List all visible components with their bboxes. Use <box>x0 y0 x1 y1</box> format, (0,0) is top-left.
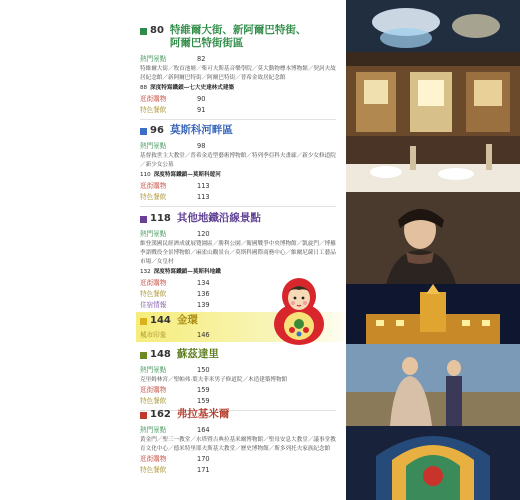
row-page: 159 <box>197 386 210 394</box>
row-page: 90 <box>197 95 206 103</box>
row-label: 逛街購物 <box>140 95 167 103</box>
photo-strip <box>346 0 520 500</box>
section-page-number[interactable]: 96 <box>150 125 164 136</box>
section-page-number[interactable]: 148 <box>150 349 171 360</box>
dining-row[interactable] <box>140 105 336 116</box>
row-page: 91 <box>197 106 206 114</box>
section-title[interactable]: 其他地鐵沿線景點 <box>176 212 261 224</box>
row-page: 113 <box>197 193 210 201</box>
row-page: 150 <box>197 366 210 374</box>
matryoshka-doll-image <box>272 276 326 346</box>
section-title[interactable]: 莫斯科河畔區 <box>169 124 233 136</box>
row-page: 120 <box>197 230 210 238</box>
ornate-interior-photo <box>346 66 520 136</box>
section-page-number[interactable]: 144 <box>150 315 171 326</box>
sights-list: 基督救世主大教堂／普希金造型藝術博物館／特列季亞科夫畫廊／新少女修道院／新少女公墓 <box>140 153 336 168</box>
title-line-1: 特維爾大街、新阿爾巴特街、 <box>169 24 307 36</box>
chandelier-hall-photo <box>346 0 520 66</box>
row-label: 逛街購物 <box>140 279 167 287</box>
row-label: 城市印象 <box>140 331 167 339</box>
feature-page: 88 <box>140 85 148 91</box>
sights-list: 維登漢國民經濟成就展覽園區／勝利公園／衛國戰爭中央博物館／凱旋門／博羅季諾戰役全景博物館／麻雀山觀景台／莫斯科國際商務中心／維爾尼薩日工藝品市場／女皇村 <box>140 241 336 265</box>
title-line-2: 阿爾巴特街街區 <box>169 37 244 49</box>
section-page-number[interactable]: 118 <box>150 213 171 224</box>
row-label: 特色餐飲 <box>140 193 167 201</box>
hot-sights-row[interactable] <box>140 425 336 436</box>
row-label: 住宿情報 <box>140 301 167 309</box>
section-header <box>140 348 336 362</box>
dining-table-photo <box>346 136 520 192</box>
row-label: 熱門景點 <box>140 142 167 150</box>
feature-article[interactable] <box>140 171 336 180</box>
row-label: 熱門景點 <box>140 55 167 63</box>
sights-list: 特維爾大街／牧首池塘／柴可夫斯基音樂學院／莫大動物標本博物館／契訶夫故居紀念館／新阿爾巴特街／阿爾巴特街／普希金故居紀念館 <box>140 66 336 81</box>
section-title[interactable]: 金環 <box>176 314 198 326</box>
row-label: 特色餐飲 <box>140 106 167 114</box>
section-title[interactable] <box>170 24 307 50</box>
row-page: 164 <box>197 426 210 434</box>
dining-row[interactable] <box>140 396 336 407</box>
row-page: 113 <box>197 182 210 190</box>
feature-title: 深度特寫鐵鎖—七大史達林式建築 <box>150 85 235 91</box>
sights-list: 黃金門／聖三一教堂／水塔暨古典拉基米爾博物館／聖母安息大教堂／議事堂教育文化中心／德米特里耶夫斯基大教堂／歷史博物館／斯多列托夫家族紀念館 <box>140 437 336 452</box>
row-page: 139 <box>197 301 210 309</box>
square-bullet-icon <box>140 28 147 35</box>
section-title[interactable]: 弗拉基米爾 <box>176 408 230 420</box>
row-label: 逛街購物 <box>140 455 167 463</box>
row-label: 熱門景點 <box>140 426 167 434</box>
hot-sights-row[interactable] <box>140 229 336 240</box>
row-page: 98 <box>197 142 206 150</box>
section-riverside <box>140 124 336 207</box>
section-header <box>140 408 336 422</box>
feature-title: 深度特寫鐵鎖—莫斯科地鐵 <box>153 269 221 275</box>
feature-article[interactable] <box>140 84 336 93</box>
row-label: 熱門景點 <box>140 366 167 374</box>
section-vladimir <box>140 408 336 476</box>
shopping-row[interactable] <box>140 385 336 396</box>
section-suzdal <box>140 348 336 411</box>
row-page: 170 <box>197 455 210 463</box>
section-tverskaya <box>140 24 336 120</box>
shopping-row[interactable] <box>140 94 336 105</box>
hot-sights-row[interactable] <box>140 365 336 376</box>
row-page: 136 <box>197 290 210 298</box>
night-tower-photo <box>346 284 520 344</box>
section-divider <box>140 206 336 207</box>
row-page: 146 <box>197 331 210 339</box>
section-header <box>140 212 336 226</box>
stained-glass-photo <box>346 426 520 500</box>
row-label: 逛街購物 <box>140 386 167 394</box>
section-divider <box>140 119 336 120</box>
dining-row[interactable] <box>140 192 336 203</box>
hot-sights-row[interactable] <box>140 141 336 152</box>
section-page-number[interactable]: 162 <box>150 409 171 420</box>
square-bullet-icon <box>140 216 147 223</box>
feature-page: 132 <box>140 269 151 275</box>
shopping-row[interactable] <box>140 181 336 192</box>
row-label: 特色餐飲 <box>140 466 167 474</box>
hot-sights-row[interactable] <box>140 54 336 65</box>
feature-page: 110 <box>140 172 151 178</box>
square-bullet-icon <box>140 352 147 359</box>
row-page: 82 <box>197 55 206 63</box>
section-title[interactable]: 蘇茲達里 <box>176 348 219 360</box>
row-label: 逛街購物 <box>140 182 167 190</box>
section-header <box>140 124 336 138</box>
sights-list: 克里姆林宮／聖帕弗‧葉夫菲米男子修道院／木造建築博物館 <box>140 377 288 383</box>
shopping-row[interactable] <box>140 454 336 465</box>
couple-costume-photo <box>346 344 520 426</box>
feature-title: 深度特寫鐵鎖—莫斯科遊河 <box>153 172 221 178</box>
row-page: 134 <box>197 279 210 287</box>
section-page-number[interactable]: 80 <box>150 25 164 36</box>
square-bullet-icon <box>140 412 147 419</box>
square-bullet-icon <box>140 128 147 135</box>
row-page: 171 <box>197 466 210 474</box>
painting-woman-photo <box>346 192 520 284</box>
dining-row[interactable] <box>140 465 336 476</box>
row-label: 特色餐飲 <box>140 397 167 405</box>
row-label: 特色餐飲 <box>140 290 167 298</box>
section-header <box>140 24 336 50</box>
row-label: 熱門景點 <box>140 230 167 238</box>
row-page: 159 <box>197 397 210 405</box>
square-bullet-icon <box>140 318 147 325</box>
